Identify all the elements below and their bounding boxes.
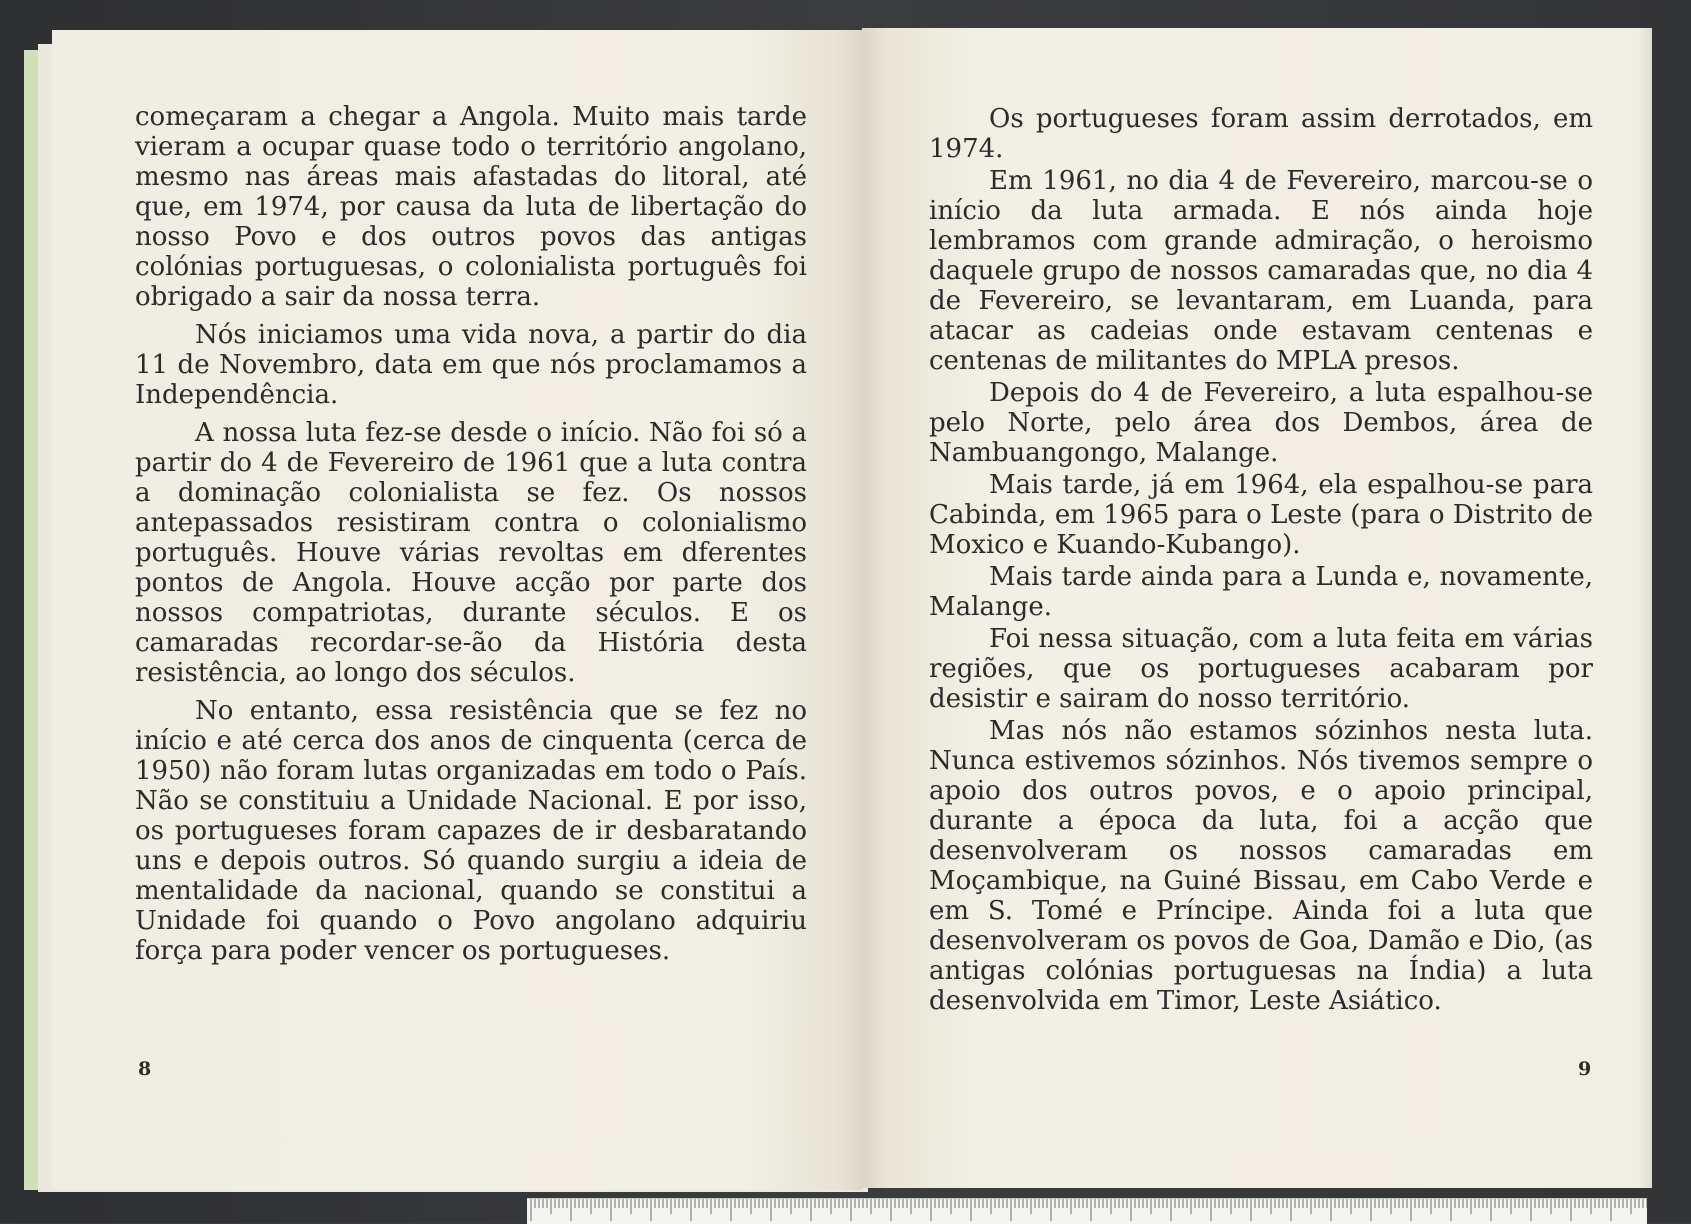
right-paragraph-3: Depois do 4 de Fevereiro, a luta espalhou-se pelo Norte, pelo área dos Dembos, área de Nambuangongo, Malange. [929, 378, 1593, 468]
left-page-text [135, 102, 807, 974]
left-paragraph-4: No entanto, essa resistência que se fez no início e até cerca dos anos de cinquenta (cerca de 1950) não foram lutas organizadas em todo o País. Não se constituiu a Unidade Nacional. E por isso, os portugueses foram capazes de ir desbaratando uns e depois outros. Só quando surgiu a ideia de mentalidade da nacional, quando se constitui a Unidade foi quando o Povo angolano adquiriu força para poder vencer os portugueses. [135, 696, 807, 966]
right-paragraph-4: Mais tarde, já em 1964, ela espalhou-se para Cabinda, em 1965 para o Leste (para o Distrito de Moxico e Kuando-Kubango). [929, 470, 1593, 560]
left-paragraph-1: começaram a chegar a Angola. Muito mais tarde vieram a ocupar quase todo o território angolano, mesmo nas áreas mais afastadas do litoral, até que, em 1974, por causa da luta de libertação do nosso Povo e dos outros povos das antigas colónias portuguesas, o colonialista português foi obrigado a sair da nossa terra. [135, 102, 807, 312]
right-page-text [929, 104, 1593, 1018]
right-paragraph-7: Mas nós não estamos sózinhos nesta luta. Nunca estivemos sózinhos. Nós tivemos sempre o apoio dos outros povos, e o apoio principal, durante a época da luta, foi a acção que desenvolveram os nossos camaradas em Moçambique, na Guiné Bissau, em Cabo Verde e em S. Tomé e Príncipe. Ainda foi a luta que desenvolveram os povos de Goa, Damão e Dio, (as antigas colónias portuguesas na Índia) a luta desenvolvida em Timor, Leste Asiático. [929, 716, 1593, 1016]
right-paragraph-2: Em 1961, no dia 4 de Fevereiro, marcou-se o início da luta armada. E nós ainda hoje lembramos com grande admiração, o heroismo daquele grupo de nossos camaradas que, no dia 4 de Fevereiro, se levantaram, em Luanda, para atacar as cadeias onde estavam centenas e centenas de militantes do MPLA presos. [929, 166, 1593, 376]
right-paragraph-5: Mais tarde ainda para a Lunda e, novamente, Malange. [929, 562, 1593, 622]
page-edge-shadow [1638, 28, 1652, 1188]
left-paragraph-3: A nossa luta fez-se desde o início. Não foi só a partir do 4 de Fevereiro de 1961 que a luta contra a dominação colonialista se fez. Os nossos antepassados resistiram contra o colonialismo português. Houve várias revoltas em dferentes pontos de Angola. Houve acção por parte dos nossos compatriotas, durante séculos. E os camaradas recordar-se-ão da História desta resistência, ao longo dos séculos. [135, 418, 807, 688]
left-page-number: 8 [138, 1058, 152, 1080]
ruler-ticks [527, 1199, 1647, 1224]
right-paragraph-1: Os portugueses foram assim derrotados, em 1974. [929, 104, 1593, 164]
right-paragraph-6: Foi nessa situação, com a luta feita em várias regiões, que os portugueses acabaram por desistir e sairam do nosso território. [929, 624, 1593, 714]
scale-ruler [527, 1198, 1647, 1224]
left-paragraph-2: Nós iniciamos uma vida nova, a partir do dia 11 de Novembro, data em que nós proclamamos a Independência. [135, 320, 807, 410]
right-page-number: 9 [1578, 1058, 1592, 1080]
left-page [52, 30, 862, 1190]
right-page [862, 28, 1652, 1188]
